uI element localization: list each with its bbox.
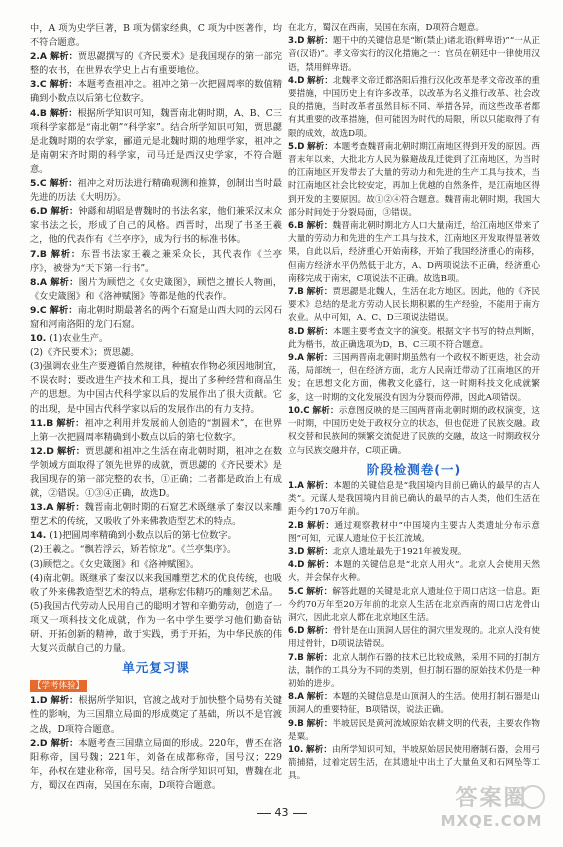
- answer-item: [30, 417, 282, 445]
- section-title-stage-test: 阶段检测卷(一): [366, 461, 462, 477]
- analysis-label: 解析：: [49, 178, 78, 190]
- answer-number: 11.B: [30, 417, 54, 429]
- answer-item: [288, 286, 540, 326]
- answer-item: [288, 22, 540, 35]
- answer-item: [288, 220, 540, 286]
- answer-number: 6.D: [30, 206, 48, 218]
- answer-item: [30, 177, 282, 205]
- answer-item: [288, 546, 540, 559]
- answer-number: 10.: [288, 744, 304, 755]
- answer-text: 根据所学知识可知，魏晋南北朝时期，A、B、C三项科学家都是“南北朝”“科学家”。结合所学知识可知，贾思勰是北魏时期的农学家，郦道元是北魏时期的地理学家，祖冲之是南朝宋齐时期的科学家，司马迁是西汉史学家，不符合题意。: [30, 107, 283, 175]
- answer-item: [288, 352, 540, 405]
- answer-number: 8.D: [288, 326, 305, 337]
- page-number-dash-right: [293, 813, 307, 814]
- analysis-label: 解析：: [57, 445, 86, 457]
- answer-item: [30, 543, 282, 557]
- answer-text: 本题主要考查文字的演变。根据文字书写的特点判断，此为楷书，故正确选项为D，B、C三项不符合题意。: [288, 326, 540, 350]
- answer-text: (3)强调农业生产要遵循自然规律，种植农作物必须因地制宜，不误农时；要改进生产技术和工具，提出了多种经营和商品生产的思想。为中国古代科学家以后的发展作出了很大贡献。它的出现，是中国古代科学家以后的发展作出的有力支持。: [30, 361, 282, 415]
- answer-number: 4.D: [288, 75, 305, 86]
- answer-number: 5.D: [288, 141, 305, 152]
- answer-text: 北京人制作石器的技术已比较成熟，采用不同的打制方法，制作的工具分为不同的类别，但打制石器的原始技术仍是一种初始的进步。: [288, 652, 540, 689]
- analysis-label: 解析：: [306, 718, 333, 729]
- analysis-label: 解析：: [56, 502, 85, 514]
- answer-text: 通过观察教材中“中国境内主要古人类遗址分布示意图”可知，元谋人遗址位于长江流域。: [288, 520, 540, 544]
- analysis-label: 解析：: [307, 141, 334, 152]
- answer-number: 2.A: [30, 51, 47, 63]
- answer-item: [30, 694, 282, 736]
- answer-item: [30, 600, 282, 656]
- answer-text: 钟繇和胡昭是曹魏时的书法名家，他们兼采汉末众家书法之长，形成了自己的风格。西晋时，出现了书圣王羲之，他的代表作有《兰亭序》，成为行书的标准书体。: [30, 206, 283, 246]
- answer-text: 三国两晋南北朝时期虽然有一个政权不断更迭，社会动荡，局部统一，但在经济方面，北方人民南迁带动了江南地区的开发；在思想文化方面，佛教文化盛行，这一时期科技文化成就繁多，这一时期的文化发展没有因为分裂而停滞，因此A项错误。: [288, 353, 540, 403]
- answer-item: [30, 529, 282, 543]
- answer-text: 北魏孝文帝迁都洛阳后推行汉化改革是孝文帝改革的重要措施，中国历史上有许多改革，以改革为名义推行改革、社会改良的措施，当时改革者虽然目标不同、举措各异，而这些改革者都有其重要的改革措施，但可能因为时代的局限，所以只能取得了有限的成效，故选D项。: [288, 75, 540, 139]
- answer-text: (1)农业生产。: [49, 333, 109, 345]
- answer-item: [288, 691, 540, 717]
- analysis-label: 解析：: [306, 480, 334, 491]
- analysis-label: 解析：: [307, 626, 334, 637]
- answer-text: 本题的关键信息是山顶洞人的生活。使用打制石器是山顶洞人的重要特征，B项错误，说法正确。: [288, 692, 540, 716]
- watermark-title: 答案圈: [455, 786, 528, 811]
- answer-number: 4.D: [288, 560, 305, 571]
- answer-item: [30, 22, 282, 50]
- answer-item: [288, 326, 540, 352]
- answer-text: 南北朝时期最著名的两个石窟是山西大同的云冈石窟和河南洛阳的龙门石窟。: [30, 304, 283, 330]
- right-column: [288, 22, 540, 784]
- answer-number: 6.D: [288, 626, 305, 637]
- analysis-label: 解析：: [50, 737, 79, 749]
- answer-text: (2)《齐民要术》；贾思勰。: [30, 347, 140, 359]
- answer-text: 题干中的关键信息是“断(禁止)诸北语(鲜卑语)”“一从正音(汉语)”。孝文帝实行的汉化措施之一：官员在朝廷中一律使用汉语，禁用鲜卑语。: [288, 36, 540, 73]
- analysis-label: 解析：: [306, 652, 333, 663]
- answer-number: 2.B: [288, 520, 304, 531]
- answer-text: 本题的关键信息是“北京人用火”。北京人会使用天然火，并会保存火种。: [288, 560, 540, 584]
- answer-item: [288, 586, 540, 626]
- answer-item: [288, 625, 540, 651]
- answer-text: 祖冲之利用并发展前人创造的“割圆术”，在世界上第一次把圆周率精确到小数点以后的第七位数字。: [30, 417, 282, 443]
- analysis-label: 解析：: [49, 107, 78, 119]
- answer-item: [30, 445, 282, 501]
- answer-number: 10.: [30, 333, 47, 345]
- answer-number: 5.C: [288, 586, 304, 597]
- answer-number: 9.A: [288, 353, 304, 364]
- answer-text: 本题考查三国鼎立局面的形成。220年，曹丕在洛阳称帝，国号魏；221年，刘备在成都称帝，国号汉；229年，孙权在建业称帝，国号吴。结合所学知识可知，曹魏在北方，蜀汉在西南，吴国在东南，D项符合题意。: [30, 737, 283, 791]
- answer-number: 5.C: [30, 178, 47, 190]
- answer-item: [30, 346, 282, 360]
- answer-text: 贾思勰是北魏人，生活在北方地区。因此，他的《齐民要术》总结的是北方劳动人民长期积累的生产经验，不能用于南方农业。从中可知，A、C、D三项说法错误。: [288, 287, 540, 324]
- analysis-label: 解析：: [49, 79, 78, 91]
- answer-number: 10.C: [288, 405, 310, 416]
- answer-item: [30, 572, 282, 600]
- answer-item: [288, 480, 540, 520]
- answer-text: (3)顾恺之。《女史箴图》和《洛神赋图》。: [30, 558, 200, 570]
- analysis-label: 解析：: [307, 75, 334, 86]
- answer-text: 贾思勰撰写的《齐民要术》是我国现存的第一部完整的农书，在世界农学史上占有重要地位。: [30, 51, 283, 77]
- analysis-label: 解析：: [306, 744, 333, 755]
- answer-item: [288, 75, 540, 141]
- answer-number: 2.D: [30, 737, 48, 749]
- answer-text: 本题考查魏晋南北朝时期江南地区得到开发的原因。西晋末年以来，大批北方人民为躲避战乱迁徙到了江南地区，为当时的江南地区开发带去了大量的劳动力和先进的生产工具与技术，当时江南地区社会比较安定，再加上优越的自然条件，是江南地区得到开发的主要原因。故①②④符合题意。魏晋南北朝时期，我国大部分时间处于分裂局面，③错误。: [288, 141, 540, 218]
- answer-number: 14.: [30, 530, 47, 542]
- analysis-label: 解析：: [307, 546, 333, 557]
- answer-item: [30, 276, 282, 304]
- answer-item: [30, 332, 282, 346]
- analysis-label: 解析：: [50, 276, 79, 288]
- analysis-label: 解析：: [307, 326, 334, 337]
- analysis-label: 解析：: [307, 36, 333, 47]
- answer-text: 由所学知识可知，半坡原始居民使用磨制石器，会用弓箭捕猎，过着定居生活，在其遗址中出土了大量鱼叉和石网坠等工具。: [288, 744, 540, 782]
- section-tag: 【学考体验】: [30, 680, 87, 692]
- analysis-label: 解析：: [306, 692, 333, 703]
- answer-text: 在北方，蜀汉在西南，吴国在东南，D项符合题意。: [288, 23, 484, 33]
- answer-text: 本题考查祖冲之。祖冲之第一次把圆周率的数值精确到小数点以后第七位数字。: [30, 79, 283, 105]
- answer-text: 贾思勰和祖冲之生活在南北朝时期，祖冲之在数学领域方面取得了领先世界的成就，贾思勰的《齐民要术》是我国现存的第一部完整的农书，①正确；二者都是政治上有成就，②错误。①③④正确，故选D。: [30, 445, 283, 500]
- answer-number: 7.B: [288, 287, 304, 298]
- analysis-label: 解析：: [50, 206, 79, 218]
- answer-item: [30, 78, 282, 106]
- answer-item: [288, 141, 540, 220]
- answer-item: [288, 520, 540, 546]
- watermark-url: MXQE.COM: [440, 812, 543, 830]
- answer-text: 根据所学知识，官渡之战对于加快整个局势有关键性的影响，为三国鼎立局面的形成奠定了基础，所以不是官渡之战，D项符合题意。: [30, 695, 283, 735]
- answer-number: 4.B: [30, 107, 47, 119]
- answer-number: 9.B: [288, 718, 304, 729]
- answer-item: [30, 107, 282, 177]
- answer-number: 12.D: [30, 445, 54, 457]
- answer-number: 3.D: [288, 36, 305, 47]
- answer-item: [30, 501, 282, 529]
- answer-item: [30, 304, 282, 332]
- answer-text: 东晋书法家王羲之兼采众长，其代表作《兰亭序》，被誉为“天下第一行书”。: [30, 248, 283, 274]
- answer-text: (5)我国古代劳动人民用自己的聪明才智和辛勤劳动，创造了一项又一项科技文化成就，作为一名中学生要学习他们勤奋钻研、开拓创新的精神，敢于实践，勇于开拓，为中华民族的伟大复兴贡献自己的力量。: [30, 600, 282, 655]
- analysis-label: 解析：: [307, 520, 335, 531]
- analysis-label: 解析：: [50, 695, 79, 707]
- answer-number: 1.D: [30, 695, 48, 707]
- answer-item: [288, 405, 540, 458]
- analysis-label: 解析：: [50, 51, 78, 63]
- answer-text: (2)王羲之。“飘若浮云，矫若惊龙”。《兰亭集序》。: [30, 544, 237, 556]
- answer-number: 3.D: [288, 546, 305, 557]
- answer-item: [288, 744, 540, 784]
- left-column: [30, 22, 282, 793]
- analysis-label: 解析：: [49, 304, 78, 316]
- answer-item: [30, 205, 282, 247]
- answer-item: [30, 248, 282, 276]
- answer-text: 骨针是在山顶洞人居住的洞穴里发现的。北京人没有使用过骨针，D项说法错误。: [288, 626, 540, 650]
- analysis-label: 解析：: [306, 287, 333, 298]
- answer-item: [288, 35, 540, 75]
- watermark-logo: [434, 781, 549, 841]
- answer-number: 8.A: [288, 692, 304, 703]
- answer-text: 示意图反映的是三国两晋南北朝时期的政权演变，这一时期，中国历史处于政权分立的状态，但也促进了民族交融。政权交替和民族间的频繁交流促进了民族的交融，故这一时期政权分立与民族交融并存，C项正确。: [288, 405, 540, 456]
- answer-item: [30, 50, 282, 78]
- answer-item: [30, 360, 282, 416]
- analysis-label: 解析：: [306, 353, 333, 364]
- answer-text: 解答此题的关键是北京人遗址位于周口店这一信息。距今约70万年至20万年前的北京人生活在北京西南的周口店龙骨山洞穴，因此北京人都在北京地区生活。: [288, 586, 540, 623]
- answer-text: 本题的关键信息是“我国境内目前已确认的最早的古人类”。元谋人是我国境内目前已确认的最早的古人类，他们生活在距今约170万年前。: [288, 480, 540, 518]
- answer-item: [30, 737, 282, 793]
- answer-number: 1.A: [288, 480, 304, 491]
- answer-item: [288, 718, 540, 744]
- answer-number: 8.A: [30, 276, 47, 288]
- page-number-dash-left: [257, 813, 271, 814]
- answer-number: 13.A: [30, 502, 54, 514]
- analysis-label: 解析：: [307, 560, 335, 571]
- answer-text: 祖冲之对历法进行精确观测和推算，创制出当时最先进的历法《大明历》。: [30, 178, 283, 204]
- answer-item: [288, 652, 540, 692]
- answer-item: [30, 558, 282, 572]
- analysis-label: 解析：: [306, 221, 333, 232]
- answer-text: 半坡居民是黄河流域原始农耕文明的代表，主要农作物是粟。: [288, 718, 540, 742]
- analysis-label: 解析：: [56, 417, 85, 429]
- answer-number: 6.B: [288, 221, 304, 232]
- answer-number: 3.C: [30, 79, 47, 91]
- answer-text: (4)南北朝。既继承了秦汉以来我国雕塑艺术的优良传统，也吸收了外来佛教造型艺术的特点，堪称宏伟精巧的雕刻艺术品。: [30, 572, 282, 598]
- answer-text: 北京人遗址最先于1921年被发现。: [332, 546, 467, 557]
- answer-text: (1)把圆周率精确到小数点以后的第七位数字。: [49, 530, 237, 542]
- section-title-unit-review: 单元复习课: [122, 660, 190, 676]
- watermark-circle-icon: [521, 785, 545, 809]
- answer-text: 图片为顾恺之《女史箴图》，顾恺之擅长人物画，《女史箴图》和《洛神赋图》等都是他的代表作。: [30, 276, 283, 302]
- analysis-label: 解析：: [312, 405, 339, 416]
- answer-text: 中，A 项为史学巨著，B 项为儒家经典，C 项为中医著作，均不符合题意。: [30, 23, 282, 49]
- page-number-text: 43: [274, 806, 289, 819]
- analysis-label: 解析：: [306, 586, 333, 597]
- answer-number: 7.B: [288, 652, 304, 663]
- answer-item: [288, 559, 540, 585]
- answer-number: 7.B: [30, 248, 47, 260]
- answer-number: 9.C: [30, 304, 47, 316]
- analysis-label: 解析：: [50, 248, 82, 260]
- answer-text: 魏晋南北朝时期的石窟艺术既继承了秦汉以来雕塑艺术的传统，又吸收了外来佛教造型艺术的特点。: [30, 502, 283, 528]
- answer-text: 魏晋南北朝时期北方人口大量南迁，给江南地区带来了大量的劳动力和先进的生产工具与技术，江南地区开发取得显著效果，自此以后，经济重心开始南移，开始了我国经济重心的南移，但南方经济水平仍然低于北方，A、D两项说法不正确，经济重心南移完成于南宋，C项说法不正确。故选B项。: [288, 221, 540, 284]
